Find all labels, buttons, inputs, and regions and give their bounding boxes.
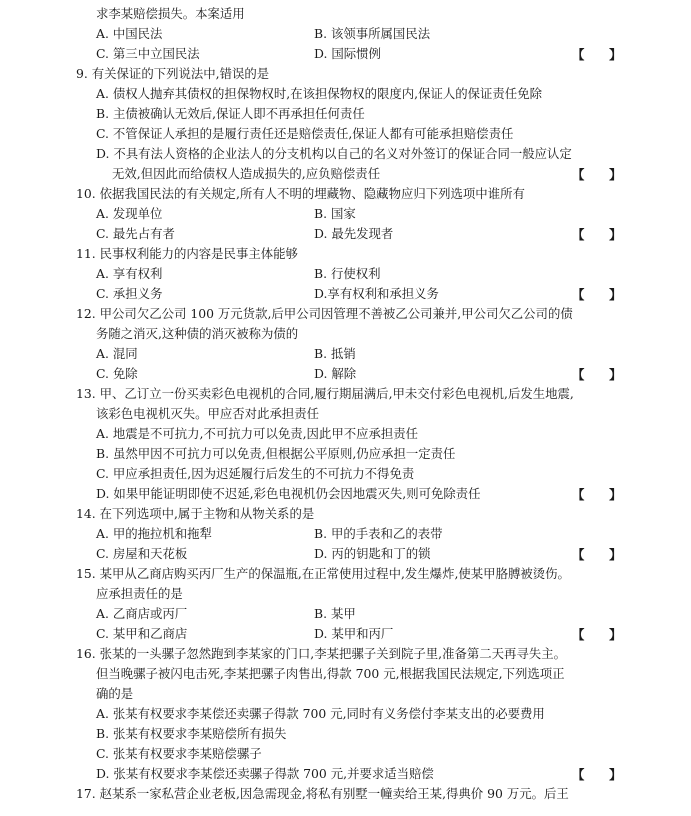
answer-option: C. 不管保证人承担的是履行责任还是赔偿责任,保证人都有可能承担赔偿责任 (96, 126, 514, 141)
question-stem: 13. 甲、乙订立一份买卖彩色电视机的合同,履行期届满后,甲未交付彩色电视机,后发生地震, (76, 386, 574, 401)
question-stem: 14. 在下列选项中,属于主物和从物关系的是 (76, 506, 315, 521)
answer-option: C. 第三中立国民法 (96, 46, 200, 61)
answer-option: D. 国际惯例 (314, 46, 381, 61)
answer-option: A. 甲的拖拉机和拖犁 (96, 526, 212, 541)
answer-bracket: 【 】 (572, 367, 622, 382)
answer-bracket: 【 】 (572, 487, 622, 502)
answer-bracket: 【 】 (572, 227, 622, 242)
answer-option: C. 甲应承担责任,因为迟延履行后发生的不可抗力不得免责 (96, 466, 415, 481)
answer-bracket: 【 】 (572, 47, 622, 62)
answer-option: D. 解除 (314, 366, 357, 381)
question-text: 求李某赔偿损失。本案适用 (96, 6, 245, 21)
answer-option: B. 主债被确认无效后,保证人即不再承担任何责任 (96, 106, 365, 121)
answer-bracket: 【 】 (572, 287, 622, 302)
answer-option: D. 张某有权要求李某偿还卖骡子得款 700 元,并要求适当赔偿 (96, 766, 434, 781)
answer-option: A. 张某有权要求李某偿还卖骡子得款 700 元,同时有义务偿付李某支出的必要费用 (96, 706, 545, 721)
question-text: 该彩色电视机灭失。甲应否对此承担责任 (96, 406, 320, 421)
answer-option: A. 债权人抛弃其债权的担保物权时,在该担保物权的限度内,保证人的保证责任免除 (96, 86, 542, 101)
question-text: 确的是 (96, 686, 134, 701)
answer-bracket: 【 】 (572, 547, 622, 562)
answer-option: D. 丙的钥匙和丁的锁 (314, 546, 431, 561)
answer-option: C. 承担义务 (96, 286, 163, 301)
answer-option: B. 某甲 (314, 606, 356, 621)
answer-option: C. 张某有权要求李某赔偿骡子 (96, 746, 262, 761)
question-stem: 9. 有关保证的下列说法中,错误的是 (76, 66, 270, 81)
answer-option: D. 某甲和丙厂 (314, 626, 394, 641)
answer-bracket: 【 】 (572, 767, 622, 782)
answer-option: B. 行使权利 (314, 266, 381, 281)
answer-bracket: 【 】 (572, 627, 622, 642)
answer-option: C. 某甲和乙商店 (96, 626, 188, 641)
answer-option: D. 如果甲能证明即使不迟延,彩色电视机仍会因地震灭失,则可免除责任 (96, 486, 481, 501)
question-text: 无效,但因此而给债权人造成损失的,应负赔偿责任 (112, 166, 381, 181)
question-stem: 16. 张某的一头骡子忽然跑到李某家的门口,李某把骡子关到院子里,准备第二天再寻失主。 (76, 646, 566, 661)
answer-option: D. 最先发现者 (314, 226, 394, 241)
answer-option: A. 中国民法 (96, 26, 163, 41)
question-text: 但当晚骡子被闪电击死,李某把骡子肉售出,得款 700 元,根据我国民法规定,下列选项正 (96, 666, 565, 681)
answer-option: A. 发现单位 (96, 206, 163, 221)
answer-option: A. 混同 (96, 346, 138, 361)
question-text: 务随之消灭,这种债的消灭被称为债的 (96, 326, 299, 341)
answer-option: D.享有权利和承担义务 (314, 286, 439, 301)
answer-option: D. 不具有法人资格的企业法人的分支机构以自己的名义对外签订的保证合同一般应认定 (96, 146, 572, 161)
answer-option: B. 虽然甲因不可抗力可以免责,但根据公平原则,仍应承担一定责任 (96, 446, 456, 461)
question-stem: 10. 依据我国民法的有关规定,所有人不明的埋藏物、隐藏物应归下列选项中谁所有 (76, 186, 525, 201)
question-stem: 17. 赵某系一家私营企业老板,因急需现金,将私有别墅一幢卖给王某,得典价 90 万元。后王 (76, 786, 569, 801)
answer-option: A. 地震是不可抗力,不可抗力可以免责,因此甲不应承担责任 (96, 426, 419, 441)
answer-option: B. 甲的手表和乙的表带 (314, 526, 443, 541)
answer-option: B. 张某有权要求李某赔偿所有损失 (96, 726, 287, 741)
question-stem: 15. 某甲从乙商店购买丙厂生产的保温瓶,在正常使用过程中,发生爆炸,使某甲胳膊被烫伤。 (76, 566, 570, 581)
answer-option: B. 该领事所属国民法 (314, 26, 431, 41)
question-text: 应承担责任的是 (96, 586, 183, 601)
answer-option: B. 抵销 (314, 346, 356, 361)
answer-option: A. 享有权利 (96, 266, 163, 281)
answer-bracket: 【 】 (572, 167, 622, 182)
question-stem: 11. 民事权利能力的内容是民事主体能够 (76, 246, 298, 261)
answer-option: B. 国家 (314, 206, 356, 221)
answer-option: C. 最先占有者 (96, 226, 175, 241)
answer-option: A. 乙商店或丙厂 (96, 606, 188, 621)
answer-option: C. 房屋和天花板 (96, 546, 188, 561)
answer-option: C. 免除 (96, 366, 138, 381)
question-stem: 12. 甲公司欠乙公司 100 万元货款,后甲公司因管理不善被乙公司兼并,甲公司欠乙公司的债 (76, 306, 573, 321)
